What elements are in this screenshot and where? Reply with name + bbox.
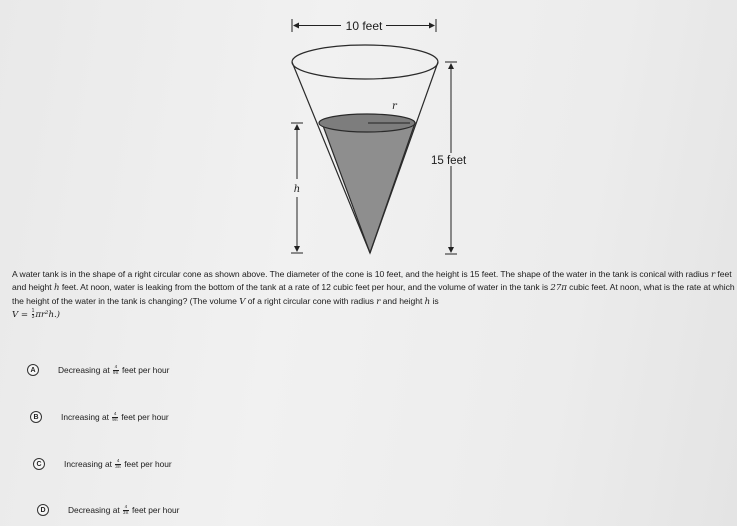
fraction-numerator: 4 [113, 411, 117, 416]
fraction-numerator: 1 [31, 308, 35, 315]
choice-fraction [113, 365, 119, 375]
fraction-numerator: 4 [116, 458, 120, 463]
problem-text: is [430, 295, 439, 306]
choice-letter-badge: D [37, 504, 49, 516]
water-height-label: h [293, 184, 301, 195]
choice-suffix: feet per hour [124, 459, 172, 469]
choice-prefix: Decreasing at [58, 365, 110, 375]
var-h: h [53, 283, 60, 294]
problem-text: feet and height [12, 269, 732, 293]
volume-value: 27π [550, 283, 567, 294]
choice-fraction [115, 459, 121, 469]
choice-prefix: Increasing at [61, 412, 109, 422]
fraction-denominator: 9π [113, 369, 119, 375]
diameter-label: 10 feet [345, 19, 383, 33]
formula-rhs: πr²h.) [35, 310, 60, 321]
fraction-denominator: 3π [123, 509, 129, 515]
fraction-numerator: 4 [124, 504, 128, 509]
cone [292, 45, 438, 253]
problem-text: of a right circular cone with radius [245, 295, 377, 306]
fraction-numerator: 4 [114, 364, 118, 369]
water-volume [322, 123, 415, 253]
volume-formula [12, 309, 60, 319]
choice-d[interactable] [37, 504, 179, 516]
choice-fraction [123, 505, 129, 515]
choice-suffix: feet per hour [121, 365, 170, 375]
var-v: V [239, 296, 246, 307]
choice-letter-badge: A [27, 364, 39, 376]
choice-suffix: feet per hour [121, 412, 169, 422]
radius-label: r [392, 101, 397, 112]
var-r: r [376, 296, 381, 307]
problem-text: A water tank is in the shape of a right circular cone as shown above. The diameter of the cone is 10 feet, and the height is 15 feet. The shape of the water in the tank is conical with radius [12, 269, 712, 279]
fraction-denominator: 3π [115, 463, 121, 469]
problem-statement [12, 268, 736, 322]
fraction-denominator: 3 [31, 314, 35, 321]
fraction-denominator: 9π [112, 416, 118, 422]
problem-text: feet. At noon, water is leaking from the bottom of the tank at a rate of 12 cubic feet per hour, and the volume of water in the tank is [59, 282, 551, 293]
formula-lhs: V = [12, 310, 31, 321]
choice-fraction [112, 412, 118, 422]
choice-b[interactable] [30, 411, 169, 423]
height-label: 15 feet [431, 155, 467, 167]
choice-suffix: feet per hour [131, 505, 180, 515]
choice-a[interactable] [27, 364, 169, 376]
choice-prefix: Decreasing at [68, 505, 120, 515]
cone-rim [292, 45, 438, 79]
problem-text: and height [380, 295, 425, 306]
formula-fraction [32, 309, 35, 320]
choice-letter-badge: B [30, 411, 42, 423]
choice-letter-badge: C [33, 458, 45, 470]
choice-prefix: Increasing at [64, 459, 112, 469]
var-r: r [711, 270, 716, 280]
problem-text: cubic feet. At noon, what is the rate at which the height of the water in the tank is changing? (The volume [12, 282, 735, 306]
var-h: h [424, 296, 431, 307]
choice-c[interactable] [33, 458, 172, 470]
